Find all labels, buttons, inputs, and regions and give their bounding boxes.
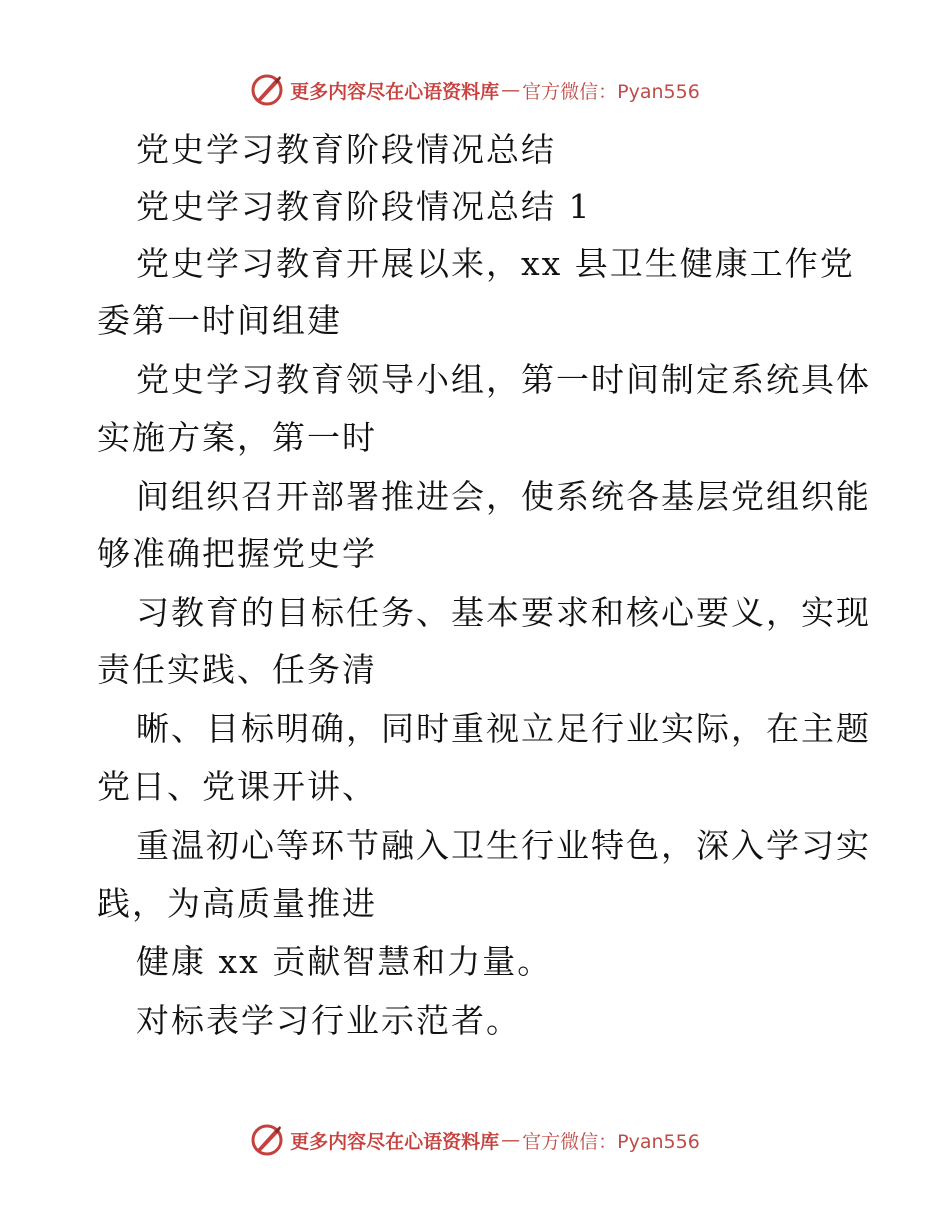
paragraph-line: 习教育的目标任务、基本要求和核心要义，实现 (136, 593, 871, 632)
paragraph-line: 党史学习教育领导小组，第一时间制定系统具体 (136, 360, 871, 399)
paragraph-line: 对标表学习行业示范者。 (136, 1001, 521, 1040)
watermark-wechat-text: 官方微信：Pyan556 (522, 80, 700, 103)
footer-watermark (0, 1120, 950, 1160)
paragraph-line: 晰、目标明确，同时重视立足行业实际，在主题 (136, 709, 871, 748)
header-watermark (0, 70, 950, 110)
paragraph-line: 党日、党课开讲、 (97, 767, 377, 806)
watermark-wechat-text: 官方微信：Pyan556 (522, 1130, 700, 1153)
watermark-library-text: 更多内容尽在心语资料库 (290, 1130, 500, 1153)
paragraph-line: 践，为高质量推进 (97, 884, 377, 923)
paragraph-line: 间组织召开部署推进会，使系统各基层党组织能 (136, 477, 871, 516)
watermark-separator: — (501, 1129, 521, 1151)
watermark-separator: — (501, 79, 521, 101)
document-title: 党史学习教育阶段情况总结 (136, 130, 556, 169)
paragraph-line: 责任实践、任务清 (97, 650, 377, 689)
quill-logo-icon (250, 1123, 284, 1157)
paragraph-line: 健康 xx 贡献智慧和力量。 (136, 942, 553, 981)
paragraph-line: 实施方案，第一时 (97, 418, 377, 457)
paragraph-line: 党史学习教育开展以来，xx 县卫生健康工作党 (136, 244, 855, 283)
paragraph-line: 委第一时间组建 (97, 301, 342, 340)
document-subtitle: 党史学习教育阶段情况总结 1 (136, 187, 592, 226)
quill-logo-icon (250, 73, 284, 107)
paragraph-line: 够准确把握党史学 (97, 534, 377, 573)
watermark-library-text: 更多内容尽在心语资料库 (290, 80, 500, 103)
paragraph-line: 重温初心等环节融入卫生行业特色，深入学习实 (136, 826, 871, 865)
